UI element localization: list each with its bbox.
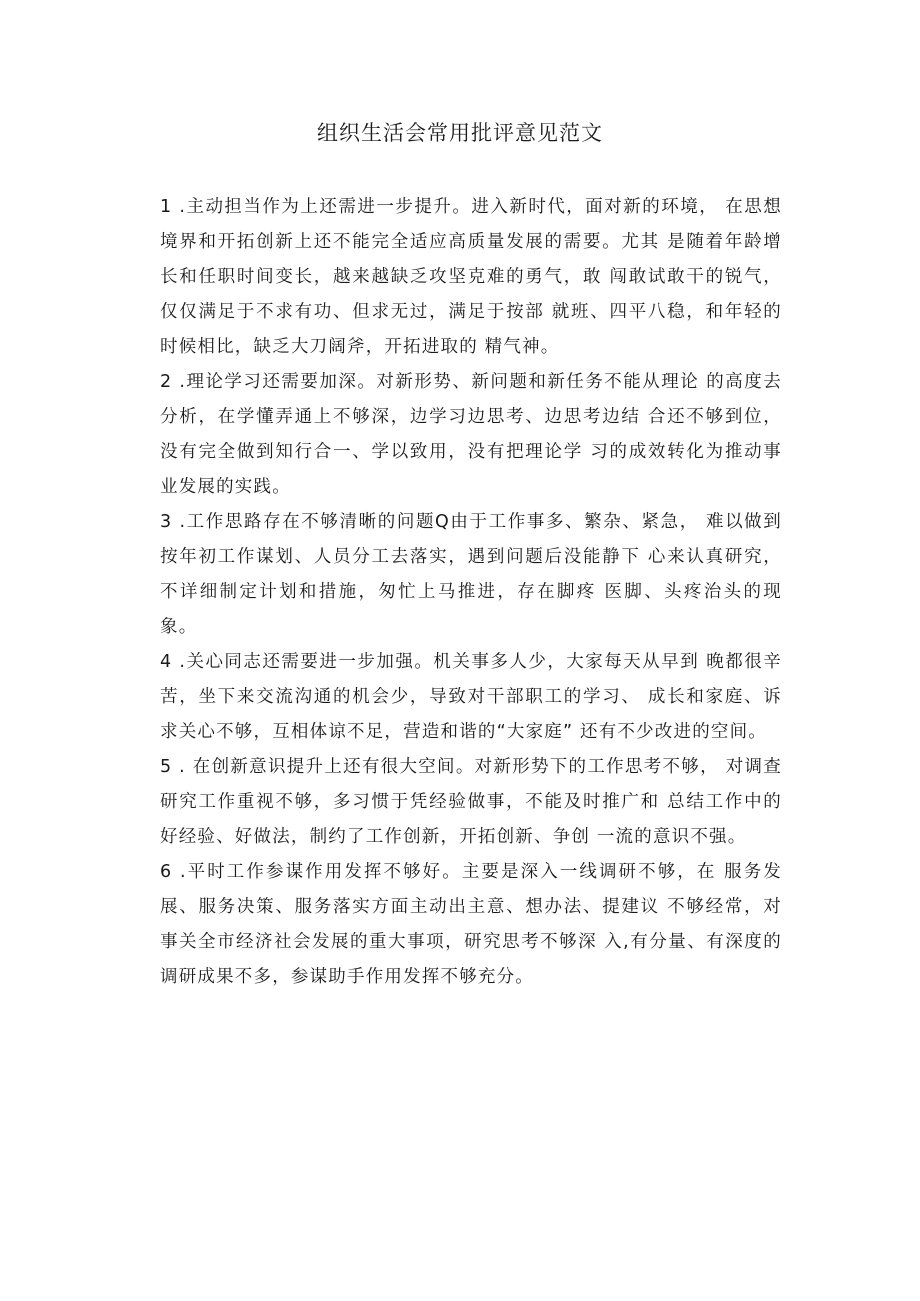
paragraph-2: 2 .理论学习还需要加深。对新形势、新问题和新任务不能从理论 的高度去分析，在学懂弄通上不够深，边学习边思考、边思考边结 合还不够到位，没有完全做到知行合一、学以致用，没有把理论学 习的成效转化为推动事业发展的实践。 — [160, 372, 782, 497]
paragraph-3: 3 .工作思路存在不够清晰的问题Q由于工作事多、繁杂、紧急， 难以做到按年初工作谋划、人员分工去落实，遇到问题后没能静下 心来认真研究，不详细制定计划和措施，匆忙上马推进，存在脚疼 医脚、头疼治头的现象。 — [160, 512, 782, 637]
paragraph-5: 5 . 在创新意识提升上还有很大空间。对新形势下的工作思考不够， 对调查研究工作重视不够，多习惯于凭经验做事，不能及时推广和 总结工作中的好经验、好做法，制约了工作创新，开拓创新、争创 一流的意识不强。 — [160, 757, 782, 847]
paragraph-4: 4 .关心同志还需要进一步加强。机关事多人少，大家每天从早到 晚都很辛苦，坐下来交流沟通的机会少，导致对干部职工的学习、 成长和家庭、诉求关心不够，互相体谅不足，营造和谐的“大家庭” 还有不少改进的空间。 — [160, 652, 782, 742]
paragraph-1: 1 .主动担当作为上还需进一步提升。进入新时代，面对新的环境， 在思想境界和开拓创新上还不能完全适应高质量发展的需要。尤其 是随着年龄增长和任职时间变长，越来越缺乏攻坚克难的勇气，敢 闯敢试敢干的锐气，仅仅满足于不求有功、但求无过，满足于按部 就班、四平八稳，和年轻的时候相比，缺乏大刀阔斧，开拓进取的 精气神。 — [160, 197, 782, 357]
document-body — [160, 190, 782, 995]
paragraph-6: 6 .平时工作参谋作用发挥不够好。主要是深入一线调研不够，在 服务发展、服务决策、服务落实方面主动出主意、想办法、提建议 不够经常，对事关全市经济社会发展的重大事项，研究思考不够深 入,有分量、有深度的调研成果不多，参谋助手作用发挥不够充分。 — [160, 862, 782, 987]
document-title: 组织生活会常用批评意见范文 — [317, 121, 603, 145]
